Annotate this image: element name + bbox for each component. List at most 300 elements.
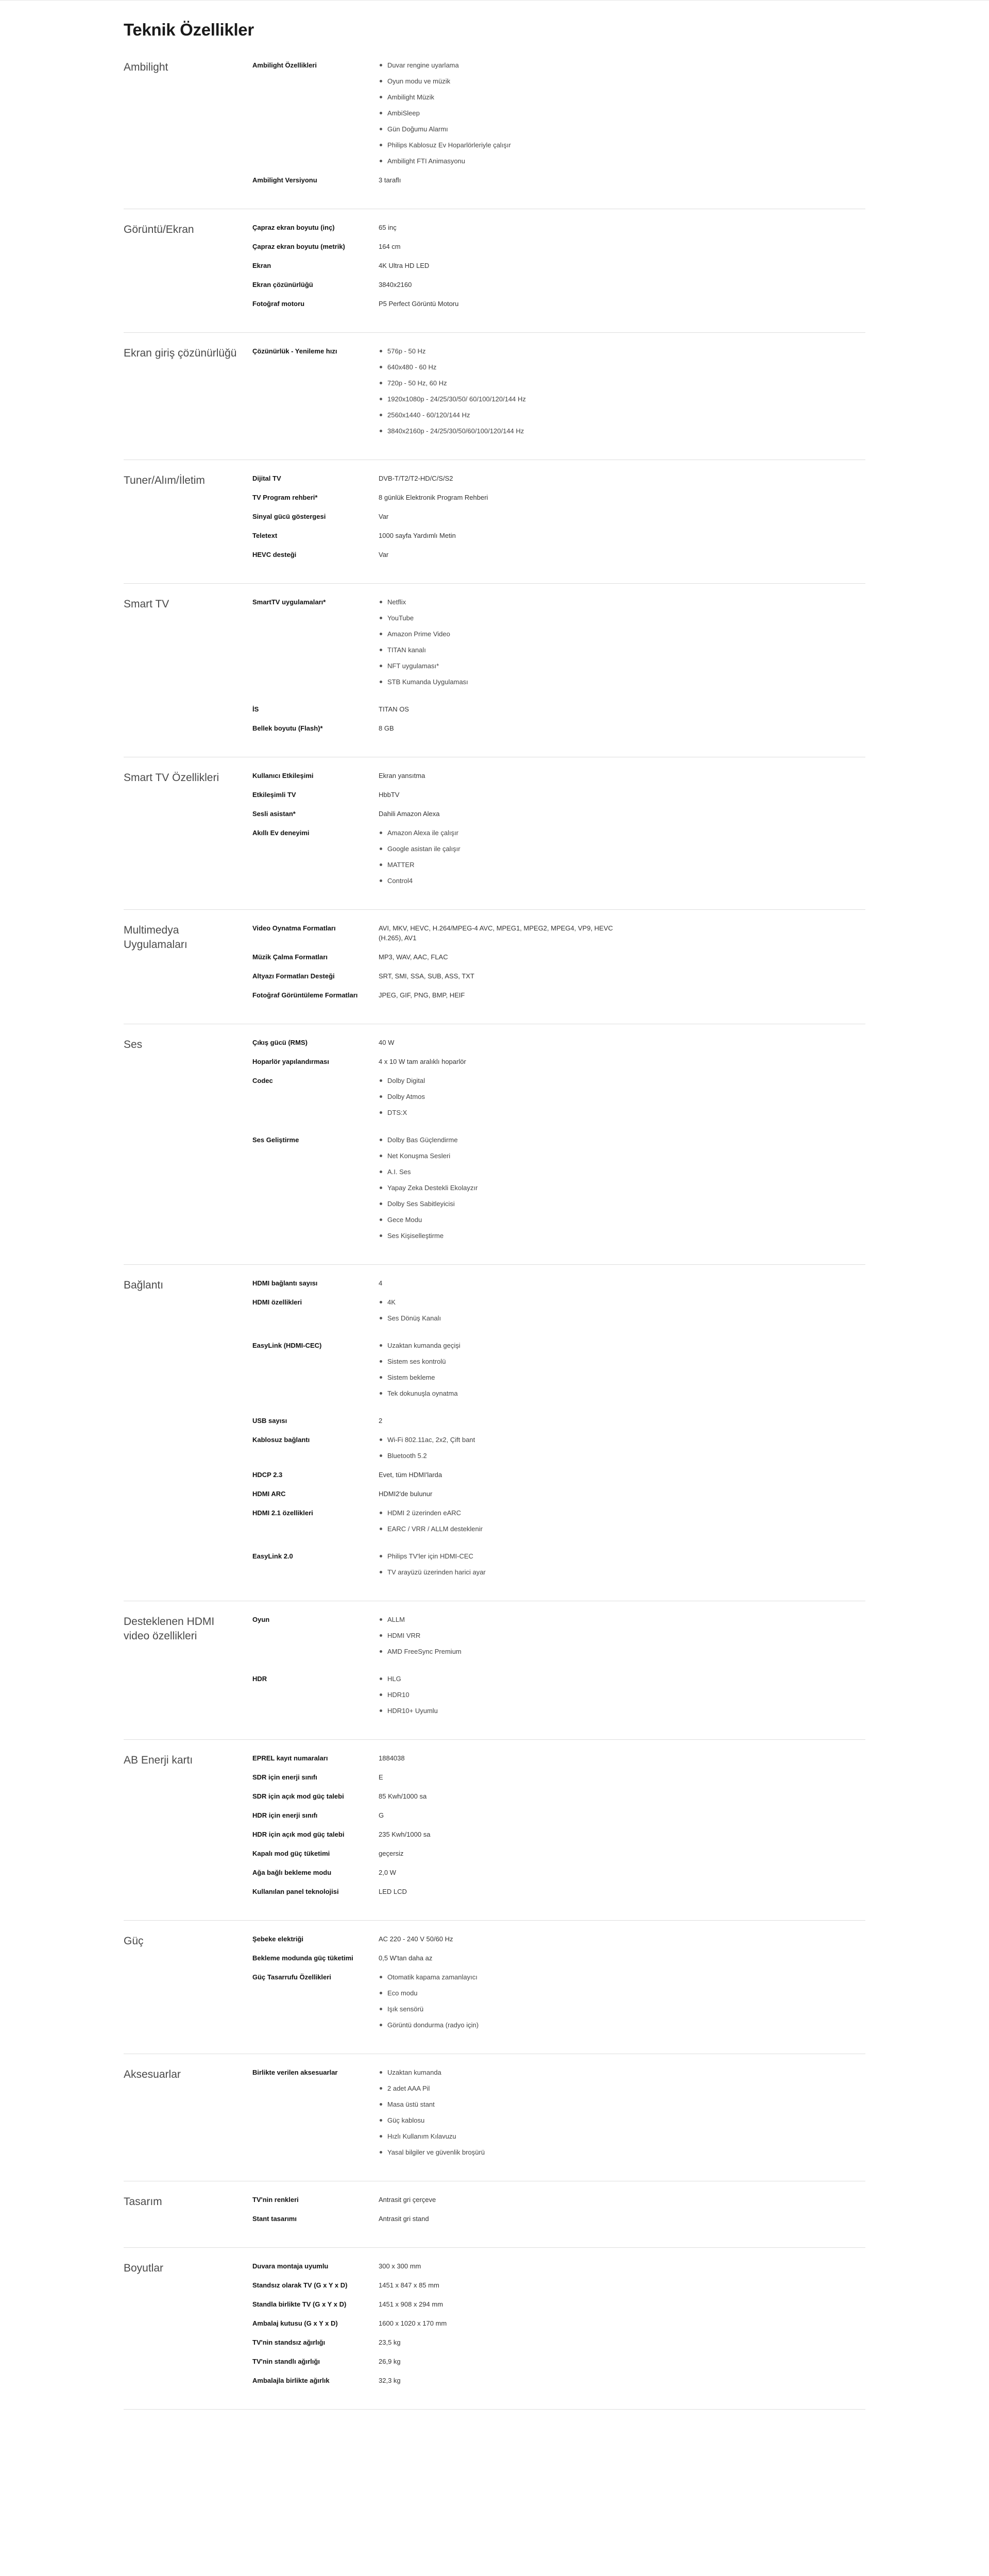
spec-list-item: Ses Kişiselleştirme (379, 1231, 626, 1241)
spec-list-item: YouTube (379, 613, 626, 623)
spec-list-item: Philips TV'ler için HDMI-CEC (379, 1551, 626, 1561)
spec-label: Çözünürlük - Yenileme hızı (252, 347, 337, 355)
spec-value: 2 (379, 1417, 383, 1425)
spec-row (252, 1887, 865, 1896)
spec-list-item: Sistem bekleme (379, 1372, 626, 1382)
spec-list-item: Dolby Digital (379, 1076, 626, 1086)
spec-list-item: Philips Kablosuz Ev Hoparlörleriyle çalışır (379, 140, 626, 150)
spec-list (379, 1674, 626, 1716)
spec-list (379, 1076, 626, 1117)
spec-value (379, 346, 626, 436)
spec-value: DVB-T/T2/T2-HD/C/S/S2 (379, 474, 453, 482)
spec-list-item: Ses Dönüş Kanalı (379, 1313, 626, 1323)
spec-list (379, 1435, 626, 1461)
spec-value: AC 220 - 240 V 50/60 Hz (379, 1935, 453, 1943)
spec-section (124, 2248, 865, 2410)
spec-row (252, 2261, 865, 2271)
section-title: Aksesuarlar (124, 2069, 181, 2080)
spec-row (252, 723, 865, 733)
spec-section (124, 1265, 865, 1601)
spec-label: Şebeke elektriği (252, 1935, 303, 1943)
spec-list-item: AmbiSleep (379, 108, 626, 118)
spec-row (252, 2318, 865, 2328)
spec-list-item: NFT uygulaması* (379, 661, 626, 671)
spec-value: HbbTV (379, 791, 400, 799)
spec-sections (124, 60, 865, 2410)
section-title: Smart TV (124, 598, 169, 610)
spec-list-item: Gece Modu (379, 1215, 626, 1225)
spec-section (124, 60, 865, 209)
spec-value: 235 Kwh/1000 sa (379, 1831, 431, 1838)
spec-row (252, 1135, 865, 1241)
spec-value: 164 cm (379, 243, 401, 250)
spec-row (252, 2067, 865, 2157)
spec-label: Kullanıcı Etkileşimi (252, 772, 314, 779)
spec-value: Var (379, 513, 389, 520)
spec-section (124, 584, 865, 757)
spec-list-item: 720p - 50 Hz, 60 Hz (379, 378, 626, 388)
spec-label: Ambilight Özellikleri (252, 61, 317, 69)
spec-row (252, 952, 865, 962)
spec-list (379, 597, 626, 687)
spec-label: Kapalı mod güç tüketimi (252, 1850, 330, 1857)
specs-container (124, 1, 865, 2430)
spec-row (252, 923, 865, 943)
spec-label: Çapraz ekran boyutu (inç) (252, 224, 335, 231)
spec-list-item: TV arayüzü üzerinden harici ayar (379, 1567, 626, 1577)
spec-value (379, 1435, 626, 1461)
spec-value: SRT, SMI, SSA, SUB, ASS, TXT (379, 972, 474, 980)
spec-list-item: Hızlı Kullanım Kılavuzu (379, 2131, 626, 2141)
spec-label: Birlikte verilen aksesuarlar (252, 2069, 338, 2076)
spec-list-item: HDMI VRR (379, 1631, 626, 1640)
spec-row (252, 60, 865, 166)
spec-row (252, 1470, 865, 1480)
spec-list (379, 1341, 626, 1398)
spec-row (252, 531, 865, 540)
spec-value: MP3, WAV, AAC, FLAC (379, 953, 448, 961)
section-body (252, 923, 865, 1000)
spec-list-item: Gün Doğumu Alarmı (379, 124, 626, 134)
spec-value (379, 828, 626, 886)
spec-row (252, 771, 865, 781)
spec-label: Oyun (252, 1616, 270, 1623)
spec-row (252, 1057, 865, 1066)
spec-label: Fotoğraf motoru (252, 300, 305, 308)
spec-row (252, 1810, 865, 1820)
spec-list-item: TITAN kanalı (379, 645, 626, 655)
page-title: Teknik Özellikler (124, 20, 254, 39)
spec-label: Ses Geliştirme (252, 1136, 299, 1144)
spec-list-item: 2 adet AAA Pil (379, 2083, 626, 2093)
spec-list-item: HLG (379, 1674, 626, 1684)
spec-list (379, 1135, 626, 1241)
spec-value: Evet, tüm HDMI'larda (379, 1471, 442, 1479)
spec-list (379, 60, 626, 166)
spec-row (252, 1038, 865, 1047)
section-body (252, 2261, 865, 2385)
section-title: Bağlantı (124, 1279, 164, 1291)
spec-section (124, 910, 865, 1024)
spec-row (252, 1791, 865, 1801)
spec-row (252, 704, 865, 714)
spec-row (252, 1615, 865, 1656)
section-title: Ekran giriş çözünürlüğü (124, 347, 237, 359)
spec-value: Antrasit gri stand (379, 2215, 429, 2223)
section-body (252, 771, 865, 886)
spec-label: TV'nin standlı ağırlığı (252, 2358, 320, 2365)
spec-row (252, 1508, 865, 1534)
spec-list-item: Uzaktan kumanda geçişi (379, 1341, 626, 1350)
spec-label: Çapraz ekran boyutu (metrik) (252, 243, 345, 250)
spec-list (379, 1972, 626, 2030)
spec-list-item: Eco modu (379, 1988, 626, 1998)
spec-list-item: 576p - 50 Hz (379, 346, 626, 356)
spec-list-item: Sistem ses kontrolü (379, 1357, 626, 1366)
section-title: Desteklenen HDMI video özellikleri (124, 1616, 215, 1642)
spec-row (252, 1772, 865, 1782)
spec-label: HDR için enerji sınıfı (252, 1811, 318, 1819)
spec-list-item: Güç kablosu (379, 2115, 626, 2125)
spec-list-item: DTS:X (379, 1108, 626, 1117)
spec-list-item: Control4 (379, 876, 626, 886)
spec-label: Dijital TV (252, 474, 281, 482)
spec-label: Teletext (252, 532, 278, 539)
spec-value (379, 1972, 626, 2030)
spec-value: 1884038 (379, 1754, 405, 1762)
section-title: Tuner/Alım/İletim (124, 474, 205, 486)
spec-row (252, 550, 865, 560)
spec-row (252, 2376, 865, 2385)
spec-list-item: Netflix (379, 597, 626, 607)
spec-list-item: AMD FreeSync Premium (379, 1647, 626, 1656)
spec-label: EPREL kayıt numaraları (252, 1754, 328, 1762)
spec-value: 85 Kwh/1000 sa (379, 1792, 427, 1800)
spec-value: 8 GB (379, 724, 394, 732)
spec-value: 4K Ultra HD LED (379, 262, 430, 269)
spec-label: EasyLink (HDMI-CEC) (252, 1342, 322, 1349)
spec-label: Çıkış gücü (RMS) (252, 1039, 308, 1046)
spec-label: Hoparlör yapılandırması (252, 1058, 329, 1065)
spec-row (252, 2280, 865, 2290)
spec-list-item: Dolby Atmos (379, 1092, 626, 1101)
spec-row (252, 1341, 865, 1398)
spec-value: 1000 sayfa Yardımlı Metin (379, 532, 456, 539)
spec-value: 26,9 kg (379, 2358, 401, 2365)
section-body (252, 1753, 865, 1896)
spec-row (252, 493, 865, 502)
spec-row (252, 1934, 865, 1944)
spec-value: 2,0 W (379, 1869, 396, 1876)
spec-value (379, 1615, 626, 1656)
spec-label: Standla birlikte TV (G x Y x D) (252, 2300, 347, 2308)
spec-label: Video Oynatma Formatları (252, 924, 336, 932)
spec-row (252, 261, 865, 270)
spec-label: SDR için açık mod güç talebi (252, 1792, 344, 1800)
spec-label: HDCP 2.3 (252, 1471, 283, 1479)
spec-row (252, 1076, 865, 1117)
spec-list-item: Net Konuşma Sesleri (379, 1151, 626, 1161)
spec-row (252, 2299, 865, 2309)
spec-row (252, 473, 865, 483)
section-body (252, 60, 865, 185)
spec-label: HEVC desteği (252, 551, 297, 558)
spec-value: 8 günlük Elektronik Program Rehberi (379, 494, 488, 501)
spec-value (379, 60, 626, 166)
section-body (252, 1934, 865, 2030)
spec-row (252, 1551, 865, 1577)
spec-label: Etkileşimli TV (252, 791, 296, 799)
spec-row (252, 1868, 865, 1877)
spec-row (252, 1674, 865, 1716)
spec-row (252, 299, 865, 309)
spec-label: TV Program rehberi* (252, 494, 318, 501)
spec-row (252, 1489, 865, 1499)
spec-section (124, 209, 865, 333)
spec-row (252, 1829, 865, 1839)
spec-value: 1600 x 1020 x 170 mm (379, 2319, 447, 2327)
spec-row (252, 1972, 865, 2030)
spec-value (379, 1076, 626, 1117)
spec-label: Duvara montaja uyumlu (252, 2262, 329, 2270)
spec-section (124, 460, 865, 584)
spec-value: HDMI2'de bulunur (379, 1490, 433, 1498)
spec-row (252, 597, 865, 687)
section-body (252, 1615, 865, 1716)
spec-value: P5 Perfect Görüntü Motoru (379, 300, 459, 308)
spec-list-item: Ambilight FTI Animasyonu (379, 156, 626, 166)
spec-list (379, 1551, 626, 1577)
spec-row (252, 1953, 865, 1963)
spec-label: İS (252, 705, 259, 713)
spec-value (379, 1135, 626, 1241)
spec-list-item: Dolby Bas Güçlendirme (379, 1135, 626, 1145)
spec-value: LED LCD (379, 1888, 407, 1895)
spec-section (124, 1740, 865, 1921)
spec-row (252, 280, 865, 290)
section-title: Multimedya Uygulamaları (124, 924, 187, 951)
spec-row (252, 2357, 865, 2366)
spec-list-item: Ambilight Müzik (379, 92, 626, 102)
spec-value: Var (379, 551, 389, 558)
spec-value (379, 1341, 626, 1398)
spec-section (124, 2054, 865, 2181)
spec-label: Ekran (252, 262, 271, 269)
spec-list (379, 2067, 626, 2157)
spec-section (124, 757, 865, 910)
spec-list (379, 1297, 626, 1323)
spec-list-item: ALLM (379, 1615, 626, 1624)
spec-value: 65 inç (379, 224, 397, 231)
spec-list-item: Otomatik kapama zamanlayıcı (379, 1972, 626, 1982)
spec-label: Ambalajla birlikte ağırlık (252, 2377, 330, 2384)
spec-label: SDR için enerji sınıfı (252, 1773, 317, 1781)
spec-list-item: STB Kumanda Uygulaması (379, 677, 626, 687)
spec-row (252, 2337, 865, 2347)
spec-label: Müzik Çalma Formatları (252, 953, 328, 961)
section-body (252, 223, 865, 309)
spec-list-item: Wi-Fi 802.11ac, 2x2, Çift bant (379, 1435, 626, 1445)
spec-value: TITAN OS (379, 705, 409, 713)
spec-list-item: 1920x1080p - 24/25/30/50/ 60/100/120/144 Hz (379, 394, 626, 404)
spec-label: Akıllı Ev deneyimi (252, 829, 310, 837)
section-title: Güç (124, 1935, 144, 1947)
spec-row (252, 828, 865, 886)
spec-list-item: A.I. Ses (379, 1167, 626, 1177)
spec-list-item: HDR10+ Uyumlu (379, 1706, 626, 1716)
section-body (252, 1038, 865, 1241)
section-body (252, 1278, 865, 1577)
spec-label: HDMI ARC (252, 1490, 286, 1498)
spec-list-item: Masa üstü stant (379, 2099, 626, 2109)
spec-list (379, 1508, 626, 1534)
section-title: Smart TV Özellikleri (124, 772, 219, 784)
spec-list-item: Google asistan ile çalışır (379, 844, 626, 854)
spec-row (252, 971, 865, 981)
spec-row (252, 2214, 865, 2224)
spec-label: Ağa bağlı bekleme modu (252, 1869, 332, 1876)
spec-list-item: Amazon Prime Video (379, 629, 626, 639)
spec-row (252, 512, 865, 521)
spec-list-item: 4K (379, 1297, 626, 1307)
spec-list-item: Işık sensörü (379, 2004, 626, 2014)
spec-label: Sinyal gücü göstergesi (252, 513, 326, 520)
spec-row (252, 1849, 865, 1858)
spec-label: Ambalaj kutusu (G x Y x D) (252, 2319, 338, 2327)
spec-label: HDMI bağlantı sayısı (252, 1279, 318, 1287)
spec-list-item: Tek dokunuşla oynatma (379, 1388, 626, 1398)
spec-label: Bellek boyutu (Flash)* (252, 724, 323, 732)
spec-row (252, 346, 865, 436)
spec-label: Standsız olarak TV (G x Y x D) (252, 2281, 348, 2289)
spec-value: 4 (379, 1279, 383, 1287)
spec-label: HDMI özellikleri (252, 1298, 302, 1306)
spec-list-item: Yapay Zeka Destekli Ekolayzır (379, 1183, 626, 1193)
spec-row (252, 1297, 865, 1323)
spec-list (379, 346, 626, 436)
spec-label: Codec (252, 1077, 273, 1084)
spec-label: HDMI 2.1 özellikleri (252, 1509, 313, 1517)
spec-list-item: Oyun modu ve müzik (379, 76, 626, 86)
spec-list-item: Dolby Ses Sabitleyicisi (379, 1199, 626, 1209)
spec-value: geçersiz (379, 1850, 404, 1857)
spec-list-item: Görüntü dondurma (radyo için) (379, 2020, 626, 2030)
spec-list-item: Amazon Alexa ile çalışır (379, 828, 626, 838)
spec-label: Ambilight Versiyonu (252, 176, 317, 184)
spec-label: Güç Tasarrufu Özellikleri (252, 1973, 331, 1981)
spec-value: JPEG, GIF, PNG, BMP, HEIF (379, 991, 465, 999)
spec-value (379, 2067, 626, 2157)
spec-value: Dahili Amazon Alexa (379, 810, 440, 818)
section-title: Ambilight (124, 61, 168, 73)
section-title: Ses (124, 1039, 143, 1050)
spec-value: 4 x 10 W tam aralıklı hoparlör (379, 1058, 466, 1065)
spec-value: G (379, 1811, 384, 1819)
spec-row (252, 990, 865, 1000)
spec-list-item: MATTER (379, 860, 626, 870)
section-body (252, 597, 865, 733)
spec-label: Altyazı Formatları Desteği (252, 972, 335, 980)
section-title: Boyutlar (124, 2262, 164, 2274)
spec-row (252, 242, 865, 251)
spec-value (379, 597, 626, 687)
spec-list-item: Bluetooth 5.2 (379, 1451, 626, 1461)
spec-label: Fotoğraf Görüntüleme Formatları (252, 991, 358, 999)
spec-row (252, 2195, 865, 2205)
spec-section (124, 2181, 865, 2248)
section-body (252, 2195, 865, 2224)
spec-section (124, 333, 865, 460)
spec-list (379, 1615, 626, 1656)
section-body (252, 473, 865, 560)
spec-list-item: 3840x2160p - 24/25/30/50/60/100/120/144 Hz (379, 426, 626, 436)
spec-row (252, 175, 865, 185)
spec-row (252, 1753, 865, 1763)
spec-label: TV'nin renkleri (252, 2196, 299, 2204)
spec-list (379, 828, 626, 886)
spec-value: 40 W (379, 1039, 395, 1046)
spec-row (252, 1278, 865, 1288)
spec-list-item: Yasal bilgiler ve güvenlik broşürü (379, 2147, 626, 2157)
spec-section (124, 1601, 865, 1740)
section-title: AB Enerji kartı (124, 1754, 193, 1766)
spec-value (379, 1551, 626, 1577)
spec-value: AVI, MKV, HEVC, H.264/MPEG-4 AVC, MPEG1, MPEG2, MPEG4, VP9, HEVC (H.265), AV1 (379, 924, 613, 942)
spec-label: Ekran çözünürlüğü (252, 281, 313, 289)
spec-list-item: HDMI 2 üzerinden eARC (379, 1508, 626, 1518)
spec-label: USB sayısı (252, 1417, 287, 1425)
spec-value: 23,5 kg (379, 2338, 401, 2346)
spec-value: 32,3 kg (379, 2377, 401, 2384)
spec-section (124, 1921, 865, 2054)
section-body (252, 2067, 865, 2157)
spec-row (252, 223, 865, 232)
spec-label: Bekleme modunda güç tüketimi (252, 1954, 353, 1962)
spec-list-item: 640x480 - 60 Hz (379, 362, 626, 372)
spec-value: Ekran yansıtma (379, 772, 425, 779)
spec-value: 3 taraflı (379, 176, 401, 184)
spec-section (124, 1024, 865, 1265)
section-title: Tasarım (124, 2196, 162, 2208)
spec-list-item: Duvar rengine uyarlama (379, 60, 626, 70)
spec-label: HDR için açık mod güç talebi (252, 1831, 345, 1838)
spec-value: 3840x2160 (379, 281, 412, 289)
spec-row (252, 1435, 865, 1461)
spec-value: E (379, 1773, 383, 1781)
spec-value: 1451 x 908 x 294 mm (379, 2300, 444, 2308)
spec-label: TV'nin standsız ağırlığı (252, 2338, 326, 2346)
spec-value (379, 1297, 626, 1323)
spec-list-item: Uzaktan kumanda (379, 2067, 626, 2077)
spec-label: HDR (252, 1675, 267, 1683)
spec-label: Kullanılan panel teknolojisi (252, 1888, 339, 1895)
spec-list-item: EARC / VRR / ALLM desteklenir (379, 1524, 626, 1534)
spec-list-item: 2560x1440 - 60/120/144 Hz (379, 410, 626, 420)
spec-label: Sesli asistan* (252, 810, 296, 818)
section-title: Görüntü/Ekran (124, 224, 194, 235)
spec-value: 300 x 300 mm (379, 2262, 421, 2270)
spec-label: Kablosuz bağlantı (252, 1436, 310, 1444)
spec-value: 1451 x 847 x 85 mm (379, 2281, 439, 2289)
spec-list-item: HDR10 (379, 1690, 626, 1700)
spec-row (252, 790, 865, 800)
spec-value: Antrasit gri çerçeve (379, 2196, 436, 2204)
spec-value: 0,5 W'tan daha az (379, 1954, 433, 1962)
spec-row (252, 809, 865, 819)
spec-row (252, 1416, 865, 1426)
spec-label: Stant tasarımı (252, 2215, 297, 2223)
spec-label: EasyLink 2.0 (252, 1552, 293, 1560)
